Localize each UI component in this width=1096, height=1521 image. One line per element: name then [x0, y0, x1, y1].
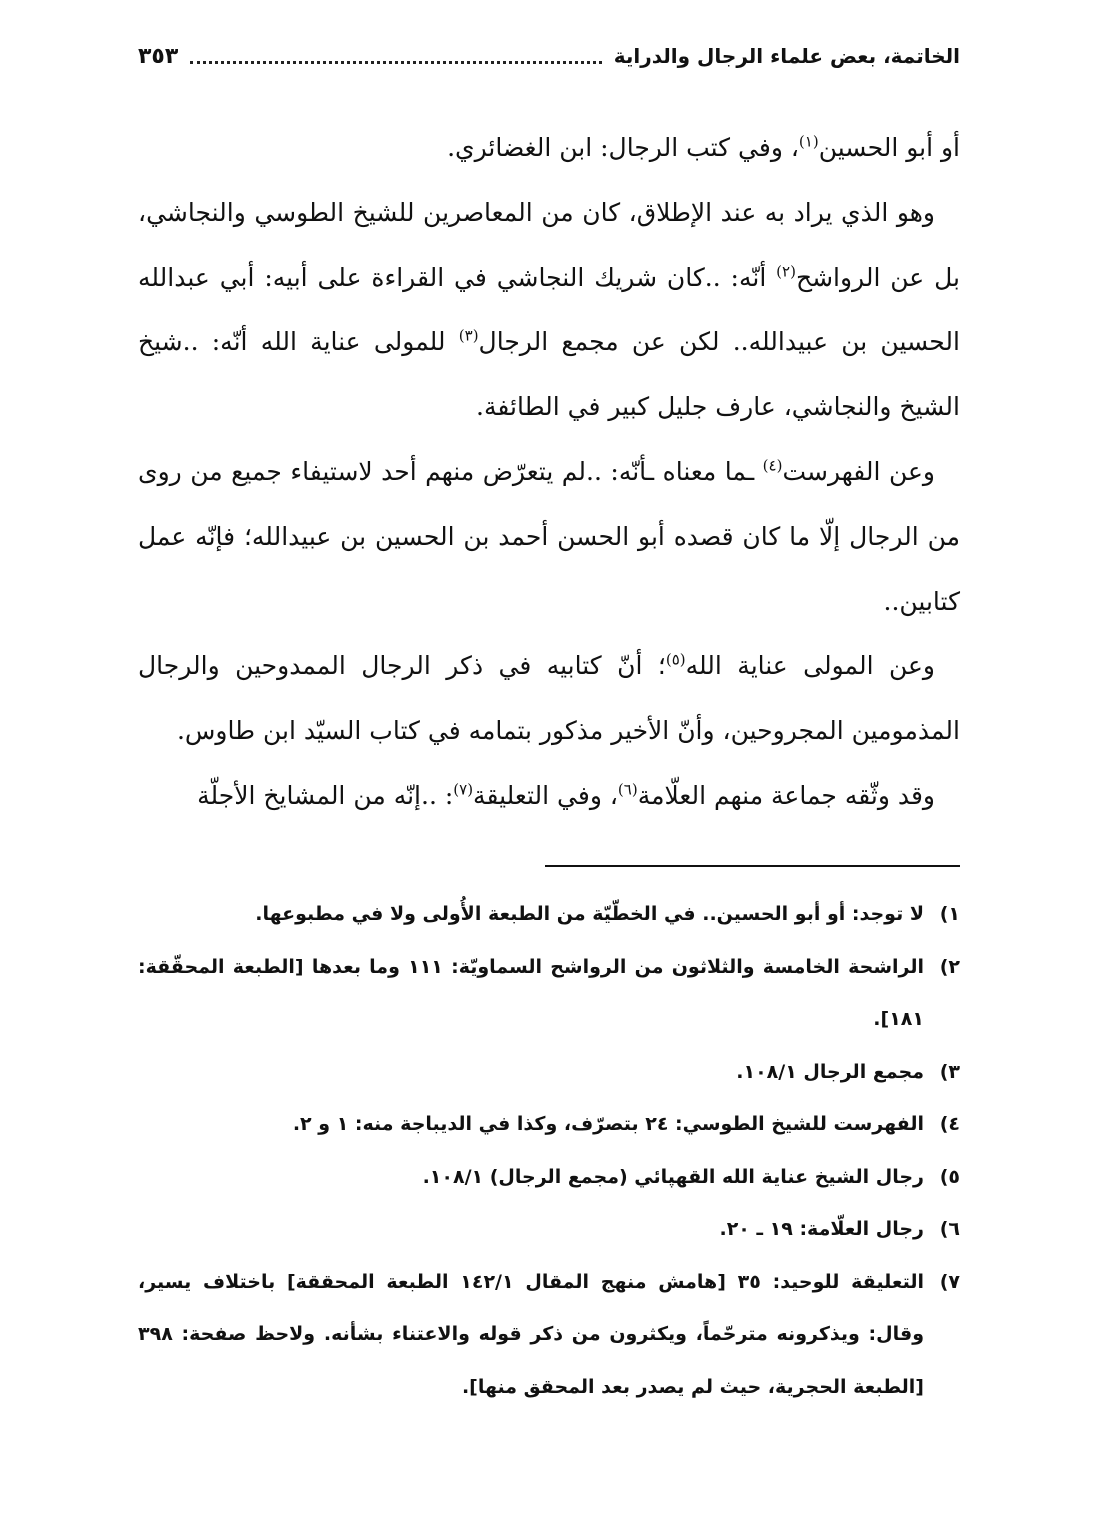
paragraph: وعن الفهرست$^{(٤)}$ ـما معناه ـأنّه: ..لم يتعرّض منهم أحد لاستيفاء جميع من روى من الرجال إلّا ما كان قصده أبو الحسن أحمد بن الحسين بن عبيدالله؛ فإنّه عمل كتابين.. [138, 456, 960, 616]
footnote-ref[interactable]: (٤) [762, 456, 783, 475]
footnote-number: ٤) [939, 1113, 960, 1135]
footnote-text: لا توجد: أو أبو الحسين.. في الخطّيّة من الطبعة الأُولى ولا في مطبوعها. [255, 903, 924, 925]
footnote-ref[interactable]: (١) [798, 132, 819, 151]
footnote-text: رجال الشيخ عناية الله القهپائي (مجمع الرجال) ١٠٨/١. [422, 1165, 924, 1188]
footnotes [138, 888, 960, 1413]
header-dot-leader [190, 61, 601, 64]
footnote-number: ٢) [939, 955, 960, 978]
running-header-title: الخاتمة، بعض علماء الرجال والدراية [613, 44, 960, 68]
footnote-ref[interactable]: (٥) [665, 651, 686, 670]
paragraph: وهو الذي يراد به عند الإطلاق، كان من المعاصرين للشيخ الطوسي والنجاشي، بل عن الرواشح$^{(٢)}$ أنّه: ..كان شريك النجاشي في القراءة على أبيه: أبي عبدالله الحسين بن عبيدالله.. لكن عن مجمع الرجال$^{(٣)}$ للمولى عناية الله أنّه: ..شيخ الشيخ والنجاشي، عارف جليل كبير في الطائفة. [138, 197, 960, 422]
footnote [138, 1256, 960, 1414]
footnote-number: ٥) [939, 1165, 960, 1188]
footnote-text: التعليقة للوحيد: ٣٥ [هامش منهج المقال ١٤٢/١ الطبعة المحققة] باختلاف يسير، وقال: ويذكرونه مترحّماً، ويكثرون من ذكر قوله والاعتناء بشأنه. ولاحظ صفحة: ٣٩٨ [الطبعة الحجرية، حيث لم يصدر بعد المحقق منها]. [138, 1270, 924, 1398]
running-header [138, 34, 960, 78]
footnote-ref[interactable]: (٣) [458, 327, 479, 346]
footnote-text: مجمع الرجال ١٠٨/١. [736, 1060, 924, 1083]
footnote-ref[interactable]: (٢) [776, 262, 796, 281]
footnote-separator [545, 865, 960, 867]
footnote [138, 941, 960, 1046]
main-text [138, 116, 960, 829]
footnote [138, 1098, 960, 1151]
footnote-text: رجال العلّامة: ١٩ ـ ٢٠. [719, 1218, 924, 1240]
paragraph: وعن المولى عناية الله$^{(٥)}$؛ أنّ كتابيه في ذكر الرجال الممدوحين والرجال المذمومين المجروحين، وأنّ الأخير مذكور بتمامه في كتاب السيّد ابن طاوس. [138, 651, 960, 746]
paragraph: وقد وثّقه جماعة منهم العلّامة$^{(٦)}$، وفي التعليقة$^{(٧)}$: ..إنّه من المشايخ الأجلّة [197, 780, 935, 810]
page-number: ٣٥٣ [138, 43, 179, 69]
paragraph: أو أبو الحسين$^{(١)}$، وفي كتب الرجال: ابن الغضائري. [447, 132, 960, 162]
footnote-number: ٣) [939, 1060, 960, 1083]
footnote-number: ٧) [939, 1270, 960, 1293]
footnote-ref[interactable]: (٦) [617, 780, 638, 799]
footnote-text: الراشحة الخامسة والثلاثون من الرواشح السماويّة: ١١١ وما بعدها [الطبعة المحقّقة: ١٨١]. [138, 955, 924, 1030]
footnote-text: الفهرست للشيخ الطوسي: ٢٤ بتصرّف، وكذا في الديباجة منه: ١ و ٢. [292, 1113, 924, 1135]
footnote [138, 888, 960, 941]
footnote-number: ٦) [939, 1218, 960, 1240]
footnote-number: ١) [939, 903, 960, 925]
footnote [138, 1046, 960, 1099]
footnote [138, 1203, 960, 1256]
footnote-ref[interactable]: (٧) [453, 780, 474, 799]
footnote [138, 1151, 960, 1204]
